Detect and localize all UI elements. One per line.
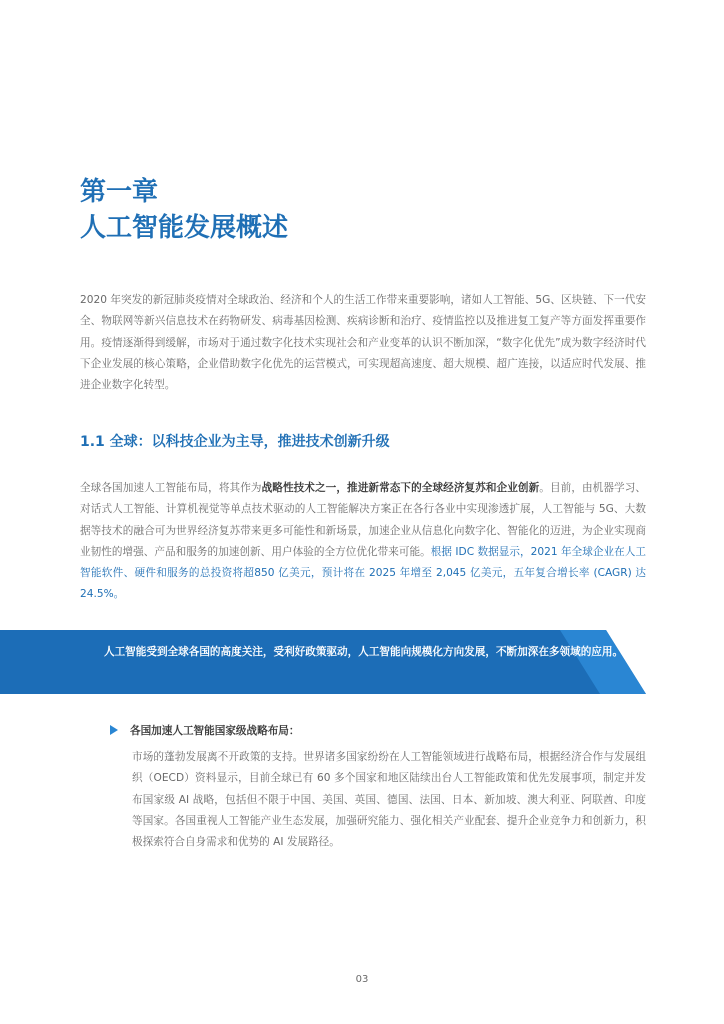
section-paragraph-highlight: 根据 IDC 数据显示，2021 年全球企业在人工智能软件、硬件和服务的总投资将超850 亿美元，预计将在 2025 年增至 2,045 亿美元，五年复合增长率 (CAGR) 达 24.5%。 xyxy=(80,545,646,601)
intro-paragraph: 2020 年突发的新冠肺炎疫情对全球政治、经济和个人的生活工作带来重要影响，诸如人工智能、5G、区块链、下一代安全、物联网等新兴信息技术在药物研发、病毒基因检测、疾病诊断和治疗、疫情监控以及推进复工复产等方面发挥重要作用。疫情逐渐得到缓解，市场对于通过数字化技术实现社会和产业变革的认识不断加深，“数字化优先”成为数字经济时代下企业发展的核心策略，企业借助数字化优先的运营模式，可实现超高速度、超大规模、超广连接，以适应时代发展、推进企业数字化转型。 xyxy=(80,294,646,392)
chapter-title xyxy=(80,174,288,246)
page-number: 03 xyxy=(355,974,369,985)
chapter-number: 第一章 xyxy=(80,177,159,207)
section-paragraph xyxy=(80,478,646,606)
section-paragraph-text-2: 。目前，由机器学习、对话式人工智能、计算机视觉等单点技术驱动的人工智能解决方案正在各行各业中实现渗透扩展，人工智能与 5G、大数据等技术的融合可为世界经济复苏带来更多可能性和新场景，加速企业从信息化向数字化、智能化的迈进，为企业实现商业韧性的增强、产品和服务的加速创新、用户体验的全方位优化带来可能。 xyxy=(80,482,647,558)
subsection-paragraph: 市场的蓬勃发展离不开政策的支持。世界诸多国家纷纷在人工智能领域进行战略布局，根据经济合作与发展组织（OECD）资料显示，目前全球已有 60 多个国家和地区陆续出台人工智能政策和优先发展事项，制定并发布国家级 AI 战略，包括但不限于中国、美国、英国、德国、法国、日本、新加坡、澳大利亚、阿联酋、印度等国家。各国重视人工智能产业生态发展，加强研究能力、强化相关产业配套、提升企业竞争力和创新力，积极探索符合自身需求和优势的 AI 发展路径。 xyxy=(132,751,646,849)
section-paragraph-text-1: 全球各国加速人工智能布局，将其作为 xyxy=(80,482,262,494)
triangle-bullet-icon xyxy=(110,725,118,735)
banner-text: 人工智能受到全球各国的高度关注，受利好政策驱动，人工智能向规模化方向发展，不断加深在多领域的应用。 xyxy=(104,646,624,658)
section-heading: 1.1 全球：以科技企业为主导，推进技术创新升级 xyxy=(80,434,390,450)
section-paragraph-bold: 战略性技术之一，推进新常态下的全球经济复苏和企业创新 xyxy=(261,482,540,494)
subsection-heading xyxy=(110,720,300,740)
chapter-name: 人工智能发展概述 xyxy=(80,213,289,243)
subsection-heading-text: 各国加速人工智能国家级战略布局： xyxy=(130,724,300,737)
